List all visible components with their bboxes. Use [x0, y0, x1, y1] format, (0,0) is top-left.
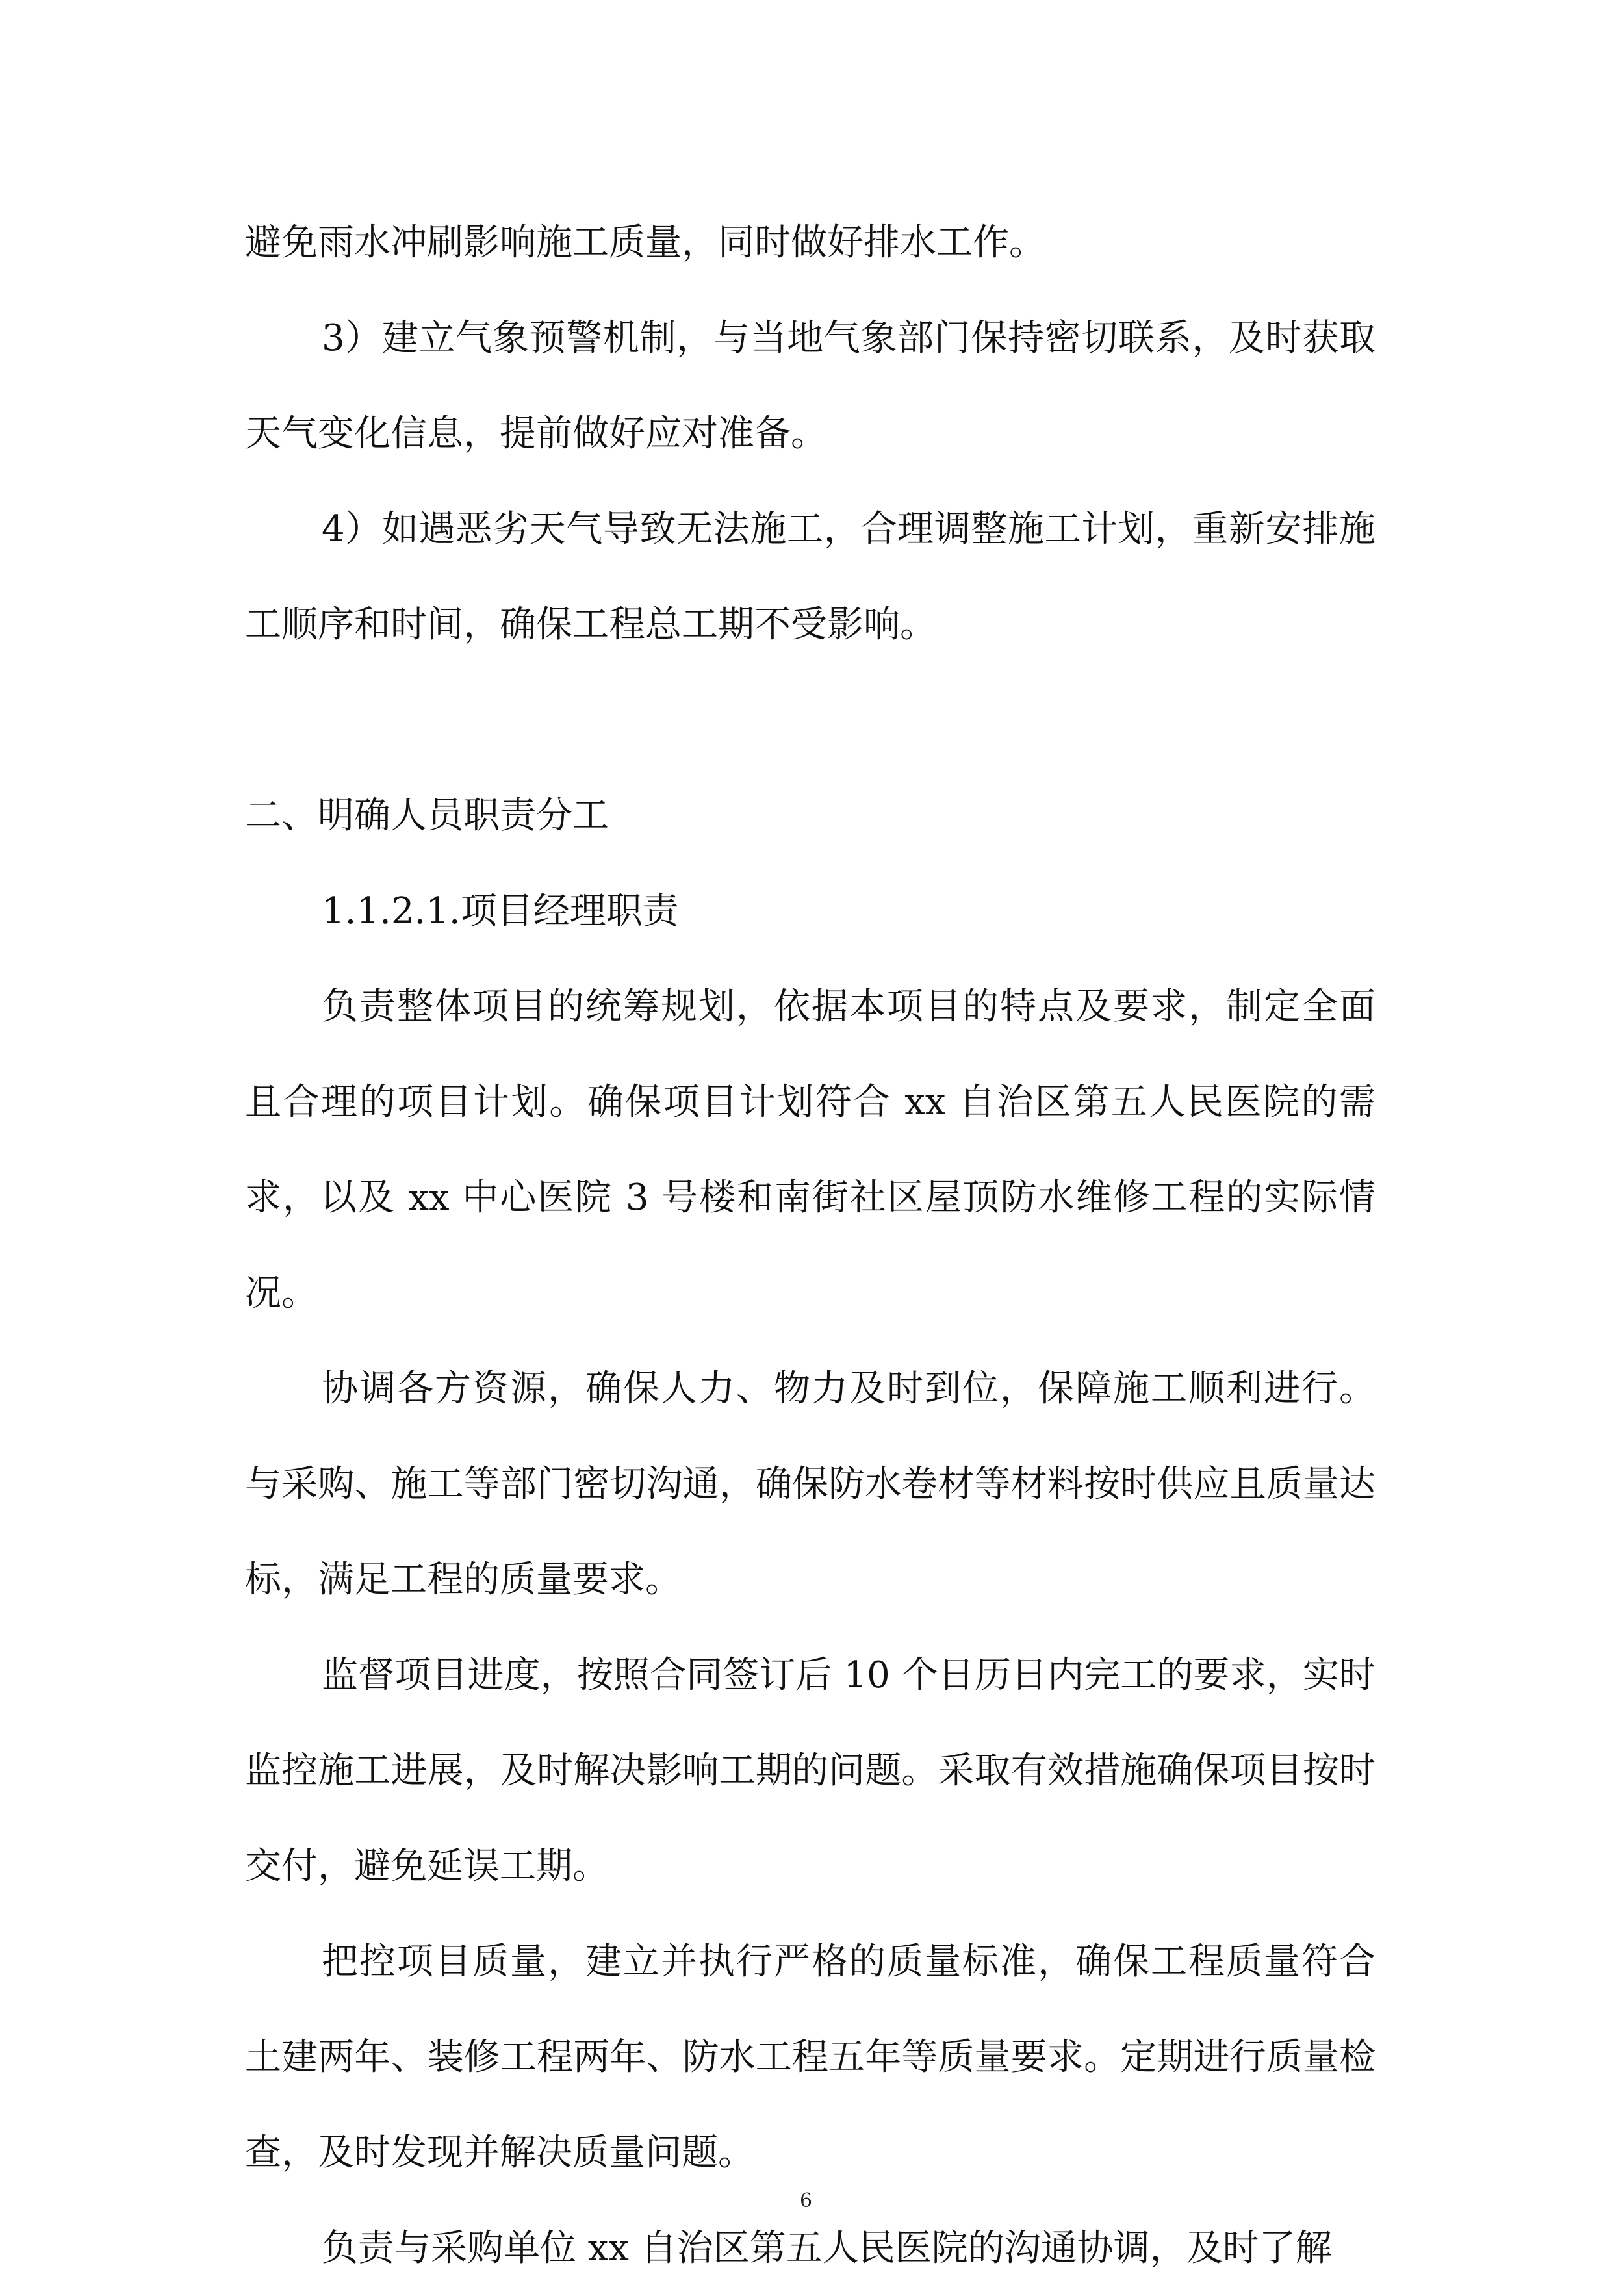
paragraph-item-4: 4）如遇恶劣天气导致无法施工，合理调整施工计划，重新安排施工顺序和时间，确保工程总工期不受影响。: [245, 508, 1375, 646]
paragraph-continuation: 避免雨水冲刷影响施工质量，同时做好排水工作。: [245, 222, 1045, 264]
paragraph-item-3: 3）建立气象预警机制，与当地气象部门保持密切联系，及时获取天气变化信息，提前做好应对准备。: [245, 317, 1375, 455]
paragraph-coordination: 协调各方资源，确保人力、物力及时到位，保障施工顺利进行。与采购、施工等部门密切沟通，确保防水卷材等材料按时供应且质量达标，满足工程的质量要求。: [245, 1368, 1375, 1601]
section-heading: 二、明确人员职责分工: [245, 795, 609, 837]
subsection-heading: 1.1.2.1.项目经理职责: [322, 890, 679, 932]
page-number: 6: [799, 2189, 813, 2212]
paragraph-schedule: 监督项目进度，按照合同签订后 10 个日历日内完工的要求，实时监控施工进展，及时解决影响工期的问题。采取有效措施确保项目按时交付，避免延误工期。: [245, 1654, 1375, 1887]
paragraph-quality: 把控项目质量，建立并执行严格的质量标准，确保工程质量符合土建两年、装修工程两年、防水工程五年等质量要求。定期进行质量检查，及时发现并解决质量问题。: [245, 1941, 1375, 2174]
paragraph-planning: 负责整体项目的统筹规划，依据本项目的特点及要求，制定全面且合理的项目计划。确保项目计划符合 xx 自治区第五人民医院的需求，以及 xx 中心医院 3 号楼和南街社区屋顶防水维修工程的实际情况。: [245, 986, 1375, 1314]
paragraph-communication: 负责与采购单位 xx 自治区第五人民医院的沟通协调，及时了解: [322, 2227, 1332, 2269]
document-body: [245, 195, 1375, 2296]
